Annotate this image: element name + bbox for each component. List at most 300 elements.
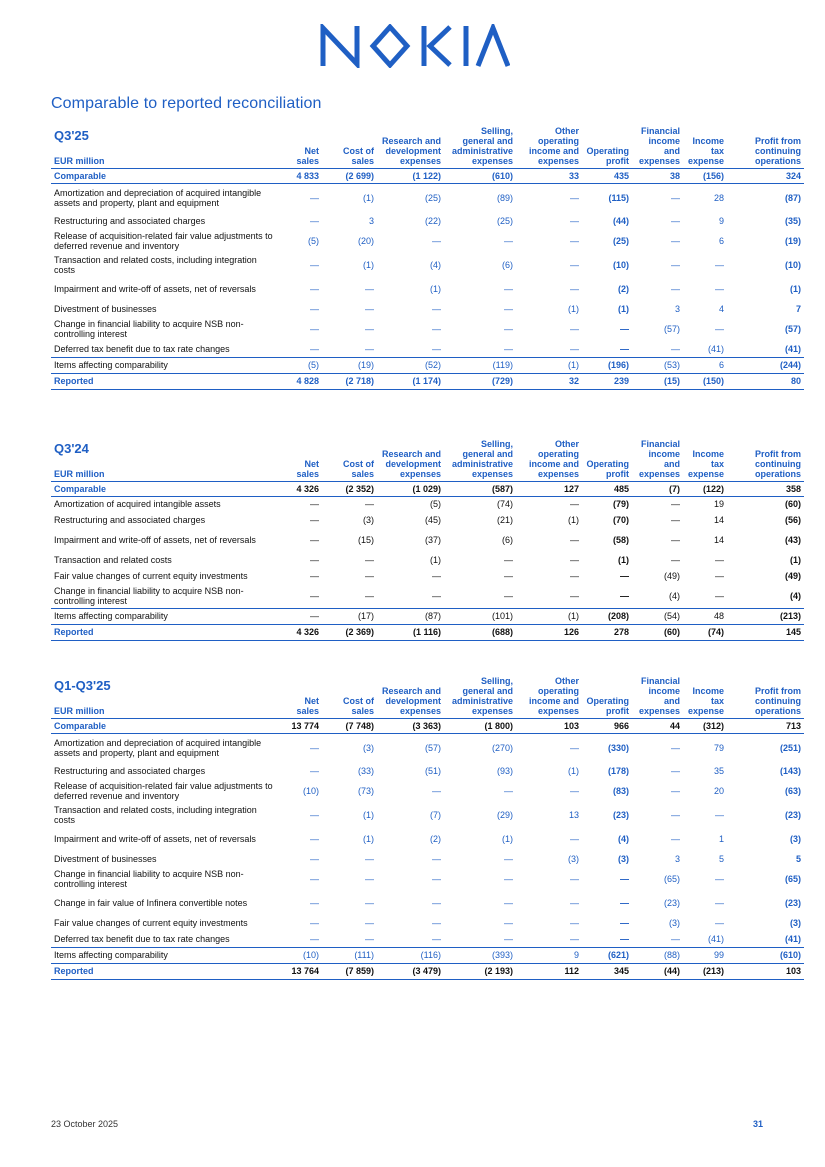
- cell-sga: —: [504, 324, 513, 334]
- cell-other: —: [570, 874, 579, 884]
- cell-net-sales: —: [310, 810, 319, 820]
- cell-sga: (25): [496, 216, 513, 226]
- column-header-sga: Selling, general and administrative expenses: [451, 675, 513, 716]
- cell-fin: (60): [632, 624, 683, 640]
- cell-tax: 6: [718, 236, 724, 246]
- table-row: [51, 851, 804, 867]
- table-row: [51, 718, 804, 733]
- cell-net-sales: —: [310, 304, 319, 314]
- cell-sga: (587): [444, 481, 516, 496]
- cell-other: —: [570, 343, 579, 354]
- cell-net-sales: —: [310, 854, 319, 864]
- cell-net-sales: —: [310, 324, 319, 334]
- cell-profit: 5: [795, 854, 801, 864]
- cell-fin: —: [671, 555, 680, 565]
- cell-op-profit: 278: [582, 624, 632, 640]
- cell-net-sales: —: [310, 555, 319, 565]
- cell-cost-of-sales: —: [365, 499, 374, 510]
- cell-fin: (88): [632, 947, 683, 963]
- row-label: Divestment of businesses: [54, 854, 157, 864]
- cell-op-profit: (23): [612, 810, 629, 820]
- cell-rnd: (2): [430, 834, 441, 844]
- cell-op-profit: (178): [607, 766, 629, 776]
- row-label: Comparable: [51, 718, 279, 733]
- cell-net-sales: —: [310, 766, 319, 776]
- reconciliation-table: [51, 124, 804, 390]
- column-header-op-profit: Operating profit: [586, 145, 629, 166]
- cell-sga: —: [504, 874, 513, 884]
- cell-sga: (29): [496, 810, 513, 820]
- cell-rnd: (52): [377, 357, 444, 373]
- cell-rnd: (3 363): [377, 718, 444, 733]
- cell-op-profit: (208): [582, 608, 632, 624]
- cell-net-sales: —: [310, 743, 319, 754]
- cell-tax: 20: [713, 786, 724, 796]
- row-label: Impairment and write-off of assets, net of reversals: [54, 834, 256, 844]
- cell-profit: (56): [784, 515, 801, 525]
- row-label: Deferred tax benefit due to tax rate changes: [54, 933, 230, 944]
- cell-op-profit: (4): [618, 834, 629, 844]
- table-row: [51, 733, 804, 763]
- cell-cost-of-sales: (1): [363, 810, 374, 820]
- cell-profit: 324: [727, 168, 804, 183]
- cell-other: 32: [516, 373, 582, 389]
- nokia-logo: [320, 24, 510, 68]
- table-row: [51, 608, 804, 624]
- cell-tax: —: [715, 810, 724, 820]
- cell-tax: (156): [683, 168, 727, 183]
- column-header-rnd: Research and development expenses: [381, 448, 441, 479]
- cell-tax: (122): [683, 481, 727, 496]
- cell-sga: (729): [444, 373, 516, 389]
- cell-tax: —: [715, 874, 724, 884]
- table-row: [51, 496, 804, 512]
- cell-sga: —: [504, 571, 513, 581]
- cell-op-profit: —: [620, 590, 629, 601]
- section-title: Q3'25: [54, 128, 89, 143]
- row-label: Release of acquisition-related fair value adjustments to deferred revenue and inventory: [54, 781, 273, 801]
- cell-cost-of-sales: —: [365, 555, 374, 565]
- cell-tax: 4: [718, 304, 724, 314]
- cell-cost-of-sales: (7 748): [322, 718, 377, 733]
- cell-net-sales: 4 828: [279, 373, 322, 389]
- reconciliation-table: [51, 437, 804, 641]
- cell-op-profit: —: [620, 324, 629, 334]
- cell-rnd: (37): [424, 535, 441, 545]
- cell-rnd: —: [432, 343, 441, 354]
- cell-tax: (41): [707, 343, 724, 354]
- cell-cost-of-sales: —: [365, 918, 374, 928]
- cell-fin: (23): [663, 898, 680, 908]
- column-header-sga: Selling, general and administrative expenses: [451, 438, 513, 479]
- cell-cost-of-sales: (19): [322, 357, 377, 373]
- cell-cost-of-sales: —: [365, 898, 374, 908]
- cell-tax: —: [715, 918, 724, 928]
- cell-tax: 79: [713, 743, 724, 754]
- cell-rnd: (22): [424, 216, 441, 226]
- cell-rnd: —: [432, 571, 441, 581]
- row-label: Fair value changes of current equity investments: [54, 918, 248, 928]
- cell-net-sales: —: [310, 499, 319, 510]
- cell-profit: (10): [784, 260, 801, 270]
- cell-op-profit: (25): [612, 236, 629, 246]
- table-row: [51, 168, 804, 183]
- cell-sga: —: [504, 590, 513, 601]
- cell-profit: (23): [784, 810, 801, 820]
- table-row: [51, 357, 804, 373]
- cell-tax: 6: [683, 357, 727, 373]
- cell-rnd: (4): [430, 260, 441, 270]
- cell-cost-of-sales: —: [365, 324, 374, 334]
- cell-net-sales: (5): [279, 357, 322, 373]
- cell-fin: —: [671, 535, 680, 545]
- table-row: [51, 373, 804, 389]
- cell-fin: —: [671, 343, 680, 354]
- cell-cost-of-sales: —: [365, 874, 374, 884]
- cell-rnd: (1): [430, 284, 441, 294]
- cell-fin: (7): [632, 481, 683, 496]
- cell-sga: —: [504, 284, 513, 294]
- cell-profit: 145: [727, 624, 804, 640]
- cell-cost-of-sales: (2 699): [322, 168, 377, 183]
- cell-tax: (150): [683, 373, 727, 389]
- cell-net-sales: —: [310, 193, 319, 204]
- cell-op-profit: 966: [582, 718, 632, 733]
- column-header-cost-of-sales: Cost of sales: [343, 145, 374, 166]
- cell-net-sales: 4 833: [279, 168, 322, 183]
- row-label: Transaction and related costs: [54, 555, 172, 565]
- cell-other: —: [570, 571, 579, 581]
- cell-sga: (6): [502, 260, 513, 270]
- row-label: Comparable: [51, 168, 279, 183]
- column-header-label: EUR million: [54, 155, 105, 166]
- cell-profit: (41): [784, 343, 801, 354]
- cell-other: (1): [568, 304, 579, 314]
- cell-profit: (19): [784, 236, 801, 246]
- cell-sga: (6): [502, 535, 513, 545]
- cell-fin: (15): [632, 373, 683, 389]
- cell-other: —: [570, 590, 579, 601]
- row-label: Reported: [51, 373, 279, 389]
- cell-sga: —: [504, 786, 513, 796]
- cell-fin: —: [671, 766, 680, 776]
- cell-rnd: (51): [424, 766, 441, 776]
- cell-op-profit: (79): [612, 499, 629, 510]
- cell-net-sales: (10): [302, 786, 319, 796]
- cell-op-profit: (196): [582, 357, 632, 373]
- page-title: Comparable to reported reconciliation: [51, 95, 322, 112]
- cell-fin: —: [671, 260, 680, 270]
- cell-other: —: [570, 284, 579, 294]
- cell-net-sales: —: [279, 608, 322, 624]
- cell-op-profit: (58): [612, 535, 629, 545]
- column-header-net-sales: Net sales: [296, 145, 319, 166]
- cell-sga: —: [504, 555, 513, 565]
- cell-profit: (65): [784, 874, 801, 884]
- row-label: Restructuring and associated charges: [54, 766, 206, 776]
- cell-profit: (43): [784, 535, 801, 545]
- row-label: Change in financial liability to acquire NSB non-controlling interest: [54, 319, 244, 339]
- cell-sga: (610): [444, 168, 516, 183]
- cell-other: —: [570, 499, 579, 510]
- column-header-rnd: Research and development expenses: [381, 135, 441, 166]
- row-label: Items affecting comparability: [51, 357, 279, 373]
- cell-op-profit: —: [620, 874, 629, 884]
- column-header-other: Other operating income and expenses: [528, 675, 579, 716]
- row-label: Transaction and related costs, including integration costs: [54, 255, 257, 275]
- cell-net-sales: —: [310, 216, 319, 226]
- cell-op-profit: (10): [612, 260, 629, 270]
- cell-cost-of-sales: (1): [363, 193, 374, 204]
- cell-op-profit: —: [620, 571, 629, 581]
- cell-rnd: (87): [377, 608, 444, 624]
- table-row: [51, 867, 804, 891]
- row-label: Comparable: [51, 481, 279, 496]
- cell-fin: (44): [632, 963, 683, 979]
- cell-fin: —: [671, 216, 680, 226]
- cell-other: —: [570, 555, 579, 565]
- cell-cost-of-sales: —: [365, 571, 374, 581]
- cell-sga: —: [504, 933, 513, 944]
- cell-other: (1): [568, 515, 579, 525]
- cell-sga: (393): [444, 947, 516, 963]
- cell-cost-of-sales: —: [365, 933, 374, 944]
- cell-op-profit: (621): [582, 947, 632, 963]
- cell-rnd: (7): [430, 810, 441, 820]
- cell-op-profit: (70): [612, 515, 629, 525]
- cell-profit: 103: [727, 963, 804, 979]
- cell-op-profit: 485: [582, 481, 632, 496]
- cell-cost-of-sales: (2 369): [322, 624, 377, 640]
- row-label: Change in fair value of Infinera convertible notes: [54, 898, 248, 908]
- row-label: Divestment of businesses: [54, 304, 157, 314]
- cell-profit: (4): [790, 590, 801, 601]
- table-row: [51, 763, 804, 779]
- column-header-rnd: Research and development expenses: [381, 685, 441, 716]
- table-row: [51, 253, 804, 277]
- cell-net-sales: —: [310, 571, 319, 581]
- cell-fin: —: [671, 284, 680, 294]
- cell-fin: (65): [663, 874, 680, 884]
- cell-op-profit: (83): [612, 786, 629, 796]
- cell-net-sales: —: [310, 260, 319, 270]
- cell-other: —: [570, 898, 579, 908]
- cell-profit: (213): [727, 608, 804, 624]
- column-header-cost-of-sales: Cost of sales: [343, 695, 374, 716]
- cell-tax: —: [715, 284, 724, 294]
- cell-fin: —: [671, 499, 680, 510]
- cell-fin: (49): [663, 571, 680, 581]
- cell-sga: (688): [444, 624, 516, 640]
- cell-fin: 44: [632, 718, 683, 733]
- cell-rnd: —: [432, 324, 441, 334]
- cell-sga: (1 800): [444, 718, 516, 733]
- cell-other: —: [570, 535, 579, 545]
- header-row: [51, 124, 804, 168]
- cell-other: (1): [516, 608, 582, 624]
- table-row: [51, 891, 804, 915]
- cell-cost-of-sales: (20): [357, 236, 374, 246]
- cell-other: —: [570, 236, 579, 246]
- cell-cost-of-sales: —: [365, 590, 374, 601]
- column-header-label: EUR million: [54, 705, 105, 716]
- table-row: [51, 803, 804, 827]
- row-label: Impairment and write-off of assets, net of reversals: [54, 284, 256, 294]
- cell-net-sales: —: [310, 898, 319, 908]
- cell-rnd: —: [432, 304, 441, 314]
- row-label: Items affecting comparability: [51, 608, 279, 624]
- cell-profit: (23): [784, 898, 801, 908]
- table-row: [51, 341, 804, 357]
- column-header-other: Other operating income and expenses: [528, 125, 579, 166]
- cell-rnd: (45): [424, 515, 441, 525]
- cell-net-sales: —: [310, 874, 319, 884]
- cell-cost-of-sales: (17): [322, 608, 377, 624]
- table-row: [51, 229, 804, 253]
- cell-rnd: (57): [424, 743, 441, 754]
- cell-fin: (53): [632, 357, 683, 373]
- column-header-fin: Financial income and expenses: [638, 438, 680, 479]
- section-title: Q3'24: [54, 441, 89, 456]
- column-header-profit: Profit from continuing operations: [754, 135, 801, 166]
- cell-tax: (41): [707, 933, 724, 944]
- row-label: Impairment and write-off of assets, net of reversals: [54, 535, 256, 545]
- cell-fin: —: [671, 515, 680, 525]
- cell-fin: —: [671, 810, 680, 820]
- cell-net-sales: 4 326: [279, 624, 322, 640]
- cell-fin: —: [671, 933, 680, 944]
- cell-net-sales: 13 764: [279, 963, 322, 979]
- cell-cost-of-sales: —: [365, 854, 374, 864]
- cell-cost-of-sales: (15): [357, 535, 374, 545]
- column-header-tax: Income tax expense: [687, 448, 724, 479]
- cell-fin: (4): [669, 590, 680, 601]
- cell-fin: 3: [674, 304, 680, 314]
- cell-net-sales: —: [310, 834, 319, 844]
- cell-profit: (41): [784, 933, 801, 944]
- cell-sga: (270): [491, 743, 513, 754]
- cell-cost-of-sales: (7 859): [322, 963, 377, 979]
- cell-tax: 1: [718, 834, 724, 844]
- header-row: [51, 437, 804, 481]
- cell-other: —: [570, 786, 579, 796]
- cell-sga: (1): [502, 834, 513, 844]
- cell-sga: —: [504, 236, 513, 246]
- cell-fin: —: [671, 193, 680, 204]
- table-row: [51, 931, 804, 947]
- cell-rnd: —: [432, 786, 441, 796]
- cell-cost-of-sales: 3: [368, 216, 374, 226]
- cell-other: (1): [568, 766, 579, 776]
- cell-sga: —: [504, 304, 513, 314]
- cell-sga: —: [504, 854, 513, 864]
- row-label: Amortization and depreciation of acquired intangible assets and property, plant and equipment: [54, 738, 262, 759]
- cell-op-profit: (3): [618, 854, 629, 864]
- cell-tax: 48: [683, 608, 727, 624]
- cell-op-profit: 435: [582, 168, 632, 183]
- cell-fin: —: [671, 236, 680, 246]
- cell-profit: (610): [727, 947, 804, 963]
- cell-other: —: [570, 933, 579, 944]
- cell-cost-of-sales: —: [365, 284, 374, 294]
- column-header-net-sales: Net sales: [296, 458, 319, 479]
- cell-other: 13: [568, 810, 579, 820]
- cell-tax: —: [715, 571, 724, 581]
- row-label: Amortization and depreciation of acquired intangible assets and property, plant and equipment: [54, 188, 262, 209]
- cell-sga: —: [504, 918, 513, 928]
- cell-net-sales: —: [310, 515, 319, 525]
- row-label: Items affecting comparability: [51, 947, 279, 963]
- table-row: [51, 481, 804, 496]
- cell-rnd: —: [432, 236, 441, 246]
- cell-rnd: (25): [424, 193, 441, 204]
- cell-tax: 28: [713, 193, 724, 204]
- cell-tax: 9: [718, 216, 724, 226]
- cell-profit: (1): [790, 284, 801, 294]
- cell-other: 9: [516, 947, 582, 963]
- cell-tax: —: [715, 898, 724, 908]
- column-header-sga: Selling, general and administrative expenses: [451, 125, 513, 166]
- cell-rnd: (116): [377, 947, 444, 963]
- cell-other: —: [570, 193, 579, 204]
- column-header-profit: Profit from continuing operations: [754, 448, 801, 479]
- cell-profit: 358: [727, 481, 804, 496]
- cell-tax: 35: [713, 766, 724, 776]
- cell-profit: 713: [727, 718, 804, 733]
- column-header-tax: Income tax expense: [687, 685, 724, 716]
- row-label: Restructuring and associated charges: [54, 515, 206, 525]
- column-header-other: Other operating income and expenses: [528, 438, 579, 479]
- cell-other: —: [570, 918, 579, 928]
- cell-sga: (2 193): [444, 963, 516, 979]
- footer-date: 23 October 2025: [51, 1119, 119, 1129]
- cell-fin: 38: [632, 168, 683, 183]
- cell-sga: —: [504, 898, 513, 908]
- cell-profit: (244): [727, 357, 804, 373]
- cell-rnd: (1 029): [377, 481, 444, 496]
- table-row: [51, 827, 804, 851]
- cell-op-profit: —: [620, 933, 629, 944]
- cell-net-sales: (10): [279, 947, 322, 963]
- cell-rnd: (1 116): [377, 624, 444, 640]
- cell-op-profit: —: [620, 343, 629, 354]
- table-row: [51, 779, 804, 803]
- cell-net-sales: —: [310, 284, 319, 294]
- cell-op-profit: —: [620, 918, 629, 928]
- column-header-cost-of-sales: Cost of sales: [343, 458, 374, 479]
- cell-fin: —: [671, 743, 680, 754]
- table-row: [51, 624, 804, 640]
- cell-op-profit: —: [620, 898, 629, 908]
- cell-other: (1): [516, 357, 582, 373]
- row-label: Change in financial liability to acquire NSB non-controlling interest: [54, 869, 244, 889]
- cell-other: —: [570, 324, 579, 334]
- column-header-op-profit: Operating profit: [586, 695, 629, 716]
- cell-profit: (63): [784, 786, 801, 796]
- cell-other: —: [570, 260, 579, 270]
- cell-profit: 7: [795, 304, 801, 314]
- cell-net-sales: —: [310, 343, 319, 354]
- cell-rnd: —: [432, 590, 441, 601]
- row-label: Reported: [51, 624, 279, 640]
- cell-profit: (49): [784, 571, 801, 581]
- cell-cost-of-sales: —: [365, 343, 374, 354]
- cell-rnd: —: [432, 933, 441, 944]
- cell-tax: (74): [683, 624, 727, 640]
- cell-tax: 99: [683, 947, 727, 963]
- cell-sga: (21): [496, 515, 513, 525]
- cell-profit: (251): [779, 743, 801, 754]
